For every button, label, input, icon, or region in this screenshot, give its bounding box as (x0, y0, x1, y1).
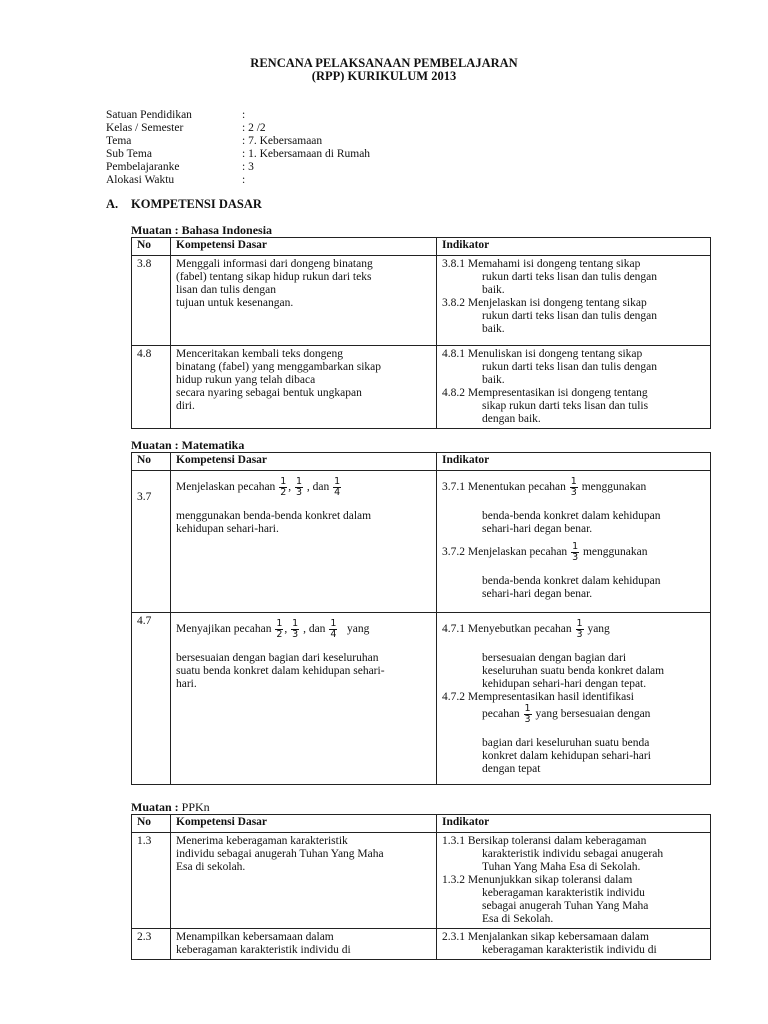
table-row (132, 833, 711, 929)
identity-label: Satuan Pendidikan (106, 109, 192, 121)
indicator-item (442, 348, 705, 361)
indicator-text: menggunakan (581, 481, 647, 494)
indicator-text: Menjelaskan isi dongeng tentang sikap (467, 297, 647, 309)
numerator: 1 (295, 476, 303, 487)
kd-line: keberagaman karakteristik individu di (176, 944, 351, 956)
document-subtitle: (RPP) KURIKULUM 2013 (311, 69, 457, 83)
cell-indikator (437, 613, 711, 785)
numerator: 1 (276, 618, 283, 629)
cell-no: 3.8 (132, 256, 171, 346)
header-indikator: Indikator (437, 238, 711, 256)
header-no: No (132, 453, 171, 471)
fraction-third (571, 542, 579, 563)
cell-indikator (437, 929, 711, 960)
indicator-line: sikap rukun darti teks lisan dan tulis (482, 400, 649, 412)
indicator-item (442, 835, 705, 848)
indicator-number: 1.3.2 (442, 874, 465, 886)
indicator-number: 4.8.2 (442, 387, 465, 399)
kd-line: bersesuaian dengan bagian dari keseluruhan (176, 652, 379, 664)
indicator-line: kehidupan sehari-hari dengan tepat. (482, 678, 647, 690)
indicator-item (442, 258, 705, 271)
identity-value: : 3 (242, 161, 254, 173)
indicator-line: rukun darti teks lisan dan tulis dengan (482, 310, 658, 322)
kd-line (176, 477, 431, 498)
indicator-number: 3.8.1 (442, 258, 465, 270)
kd-line: kehidupan sehari-hari. (176, 523, 279, 535)
indicator-text: Menjalankan sikap kebersamaan dalam (467, 931, 649, 943)
identity-row (106, 161, 370, 174)
cell-kd (171, 833, 437, 929)
identity-row (106, 174, 370, 187)
header-kd: Kompetensi Dasar (171, 815, 437, 833)
indicator-item (442, 542, 705, 563)
header-no: No (132, 815, 171, 833)
indicator-number: 3.8.2 (442, 297, 465, 309)
identity-label: Sub Tema (106, 148, 152, 160)
indicator-line: rukun darti teks lisan dan tulis dengan (482, 271, 658, 283)
indicator-line: keberagaman karakteristik individu di (482, 944, 657, 956)
cell-kd (171, 346, 437, 429)
denominator: 3 (570, 487, 577, 498)
separator: , dan (303, 623, 326, 636)
indicator-item (442, 874, 705, 887)
kd-line: binatang (fabel) yang menggambarkan sikap (176, 361, 382, 373)
identity-row (106, 135, 370, 148)
table-row (132, 471, 711, 613)
spacer (442, 498, 705, 510)
denominator: 4 (330, 629, 337, 640)
indicator-line (442, 704, 705, 725)
cell-no: 2.3 (132, 929, 171, 960)
identity-block (106, 109, 370, 187)
muatan-prefix: Muatan : (131, 438, 182, 452)
table-matematika (131, 452, 711, 785)
indicator-line: karakteristik individu sebagai anugerah (482, 848, 664, 860)
indicator-line: dengan tepat (482, 763, 541, 775)
spacer (442, 725, 705, 737)
cell-kd (171, 256, 437, 346)
kd-line (176, 619, 431, 640)
kd-line: Menceritakan kembali teks dongeng (176, 348, 344, 360)
indicator-text: 4.7.1 Menyebutkan pecahan (442, 623, 572, 636)
indicator-line: baik. (482, 374, 505, 386)
indicator-line: bagian dari keseluruhan suatu benda (482, 737, 650, 749)
cell-indikator (437, 833, 711, 929)
table-header-row (132, 453, 711, 471)
muatan-subject: Matematika (181, 438, 245, 452)
identity-value: : 2 /2 (242, 122, 266, 134)
numerator: 1 (330, 618, 337, 629)
muatan-prefix: Muatan : (131, 800, 182, 814)
kd-line: diri. (176, 400, 195, 412)
kd-line: tujuan untuk kesenangan. (176, 297, 294, 309)
indicator-line: bersesuaian dengan bagian dari (482, 652, 627, 664)
header-no: No (132, 238, 171, 256)
indicator-line: baik. (482, 323, 505, 335)
denominator: 3 (295, 487, 303, 498)
header-indikator: Indikator (437, 815, 711, 833)
muatan-heading-matematika (131, 439, 244, 452)
fraction-third (576, 619, 584, 640)
indicator-line: sebagai anugerah Tuhan Yang Maha (482, 900, 649, 912)
fraction-third (570, 477, 578, 498)
fraction-half (275, 619, 283, 640)
table-row (132, 613, 711, 785)
cell-indikator (437, 346, 711, 429)
kd-line: menggunakan benda-benda konkret dalam (176, 510, 372, 522)
kd-line: individu sebagai anugerah Tuhan Yang Maha (176, 848, 384, 860)
identity-label: Pembelajaranke (106, 161, 180, 173)
identity-value: : 1. Kebersamaan di Rumah (242, 148, 371, 160)
indicator-line: sehari-hari degan benar. (482, 523, 593, 535)
kd-line: hidup rukun yang telah dibaca (176, 374, 316, 386)
identity-label: Alokasi Waktu (106, 174, 175, 186)
indicator-line: konkret dalam kehidupan sehari-hari (482, 750, 651, 762)
denominator: 2 (276, 629, 283, 640)
indicator-item (442, 931, 705, 944)
separator: , dan (306, 481, 330, 494)
indicator-text: menggunakan (582, 546, 648, 559)
identity-label: Tema (106, 135, 132, 147)
identity-label: Kelas / Semester (106, 122, 184, 134)
indicator-item (442, 619, 705, 640)
indicator-text: Menunjukkan sikap toleransi dalam (467, 874, 633, 886)
cell-no: 1.3 (132, 833, 171, 929)
kd-text: yang (346, 623, 370, 636)
indicator-text: pecahan (482, 708, 520, 721)
cell-kd (171, 929, 437, 960)
separator: , (288, 481, 292, 494)
numerator: 1 (572, 541, 579, 552)
indicator-text: yang bersesuaian dengan (535, 708, 651, 721)
table-row (132, 256, 711, 346)
indicator-line: Tuhan Yang Maha Esa di Sekolah. (482, 861, 641, 873)
numerator: 1 (292, 618, 299, 629)
indicator-item (442, 297, 705, 310)
indicator-item (442, 387, 705, 400)
table-header-row (132, 815, 711, 833)
fraction-quarter (333, 477, 341, 498)
identity-value: : (242, 174, 246, 186)
fraction-quarter (329, 619, 337, 640)
identity-value: : 7. Kebersamaan (242, 135, 323, 147)
identity-row (106, 122, 370, 135)
indicator-number: 4.8.1 (442, 348, 465, 360)
kd-line: lisan dan tulis dengan (176, 284, 276, 296)
denominator: 3 (576, 629, 583, 640)
indicator-text: Memahami isi dongeng tentang sikap (467, 258, 641, 270)
separator: , (284, 623, 288, 636)
kd-line: secara nyaring sebagai bentuk ungkapan (176, 387, 362, 399)
indicator-text: 3.7.2 Menjelaskan pecahan (442, 546, 568, 559)
identity-row (106, 109, 370, 122)
spacer (176, 498, 431, 510)
table-bahasa-indonesia (131, 237, 711, 429)
indicator-text: Menuliskan isi dongeng tentang sikap (467, 348, 643, 360)
numerator: 1 (334, 476, 341, 487)
identity-row (106, 148, 370, 161)
kd-line: Menampilkan kebersamaan dalam (176, 931, 334, 943)
cell-kd (171, 613, 437, 785)
denominator: 3 (524, 714, 531, 725)
table-ppkn (131, 814, 711, 960)
kd-text: Menyajikan pecahan (176, 623, 272, 636)
indicator-line: Esa di Sekolah. (482, 913, 554, 925)
indicator-line: benda-benda konkret dalam kehidupan (482, 575, 661, 587)
kd-line: Esa di sekolah. (176, 861, 246, 873)
kd-text: Menjelaskan pecahan (176, 481, 276, 494)
denominator: 3 (292, 629, 299, 640)
numerator: 1 (576, 618, 583, 629)
denominator: 4 (334, 487, 341, 498)
cell-indikator (437, 471, 711, 613)
cell-indikator (437, 256, 711, 346)
kd-line: hari. (176, 678, 197, 690)
spacer (442, 640, 705, 652)
fraction-third (524, 704, 532, 725)
cell-kd (171, 471, 437, 613)
header-kd: Kompetensi Dasar (171, 238, 437, 256)
indicator-text: Mempresentasikan isi dongeng tentang (467, 387, 648, 399)
muatan-subject: PPKn (181, 800, 210, 814)
header-kd: Kompetensi Dasar (171, 453, 437, 471)
header-indikator: Indikator (437, 453, 711, 471)
table-header-row (132, 238, 711, 256)
spacer (442, 563, 705, 575)
cell-no: 4.8 (132, 346, 171, 429)
section-title: KOMPETENSI DASAR (131, 197, 262, 211)
fraction-third (291, 619, 299, 640)
indicator-number: 1.3.1 (442, 835, 465, 847)
section-heading (106, 198, 262, 211)
section-letter: A. (106, 197, 119, 211)
kd-line: suatu benda konkret dalam kehidupan sehari- (176, 665, 385, 677)
cell-no: 4.7 (132, 613, 171, 785)
kd-line: Menggali informasi dari dongeng binatang (176, 258, 373, 270)
kd-line: Menerima keberagaman karakteristik (176, 835, 348, 847)
cell-no: 3.7 (132, 471, 171, 613)
indicator-text: yang (587, 623, 610, 636)
spacer (176, 640, 431, 652)
fraction-third (295, 477, 303, 498)
indicator-line: rukun darti teks lisan dan tulis dengan (482, 361, 658, 373)
indicator-item (442, 477, 705, 498)
indicator-line: benda-benda konkret dalam kehidupan (482, 510, 661, 522)
table-row (132, 346, 711, 429)
indicator-item: 4.7.2 Mempresentasikan hasil identifikasi (442, 691, 634, 703)
denominator: 2 (280, 487, 287, 498)
document-title: RENCANA PELAKSANAAN PEMBELAJARAN (250, 56, 518, 70)
numerator: 1 (570, 476, 577, 487)
indicator-line: dengan baik. (482, 413, 541, 425)
indicator-line: keseluruhan suatu benda konkret dalam (482, 665, 665, 677)
fraction-half (279, 477, 287, 498)
indicator-number: 2.3.1 (442, 931, 465, 943)
muatan-heading-ppkn (131, 801, 210, 814)
indicator-text: Bersikap toleransi dalam keberagaman (467, 835, 647, 847)
kd-line: (fabel) tentang sikap hidup rukun dari teks (176, 271, 372, 283)
indicator-line: keberagaman karakteristik individu (482, 887, 645, 899)
indicator-text: 3.7.1 Menentukan pecahan (442, 481, 566, 494)
identity-value: : (242, 109, 246, 121)
muatan-heading-bahasa: Muatan : Bahasa Indonesia (131, 223, 273, 237)
denominator: 3 (572, 552, 579, 563)
indicator-line: sehari-hari degan benar. (482, 588, 593, 600)
table-row (132, 929, 711, 960)
numerator: 1 (280, 476, 287, 487)
numerator: 1 (524, 703, 531, 714)
indicator-line: baik. (482, 284, 505, 296)
